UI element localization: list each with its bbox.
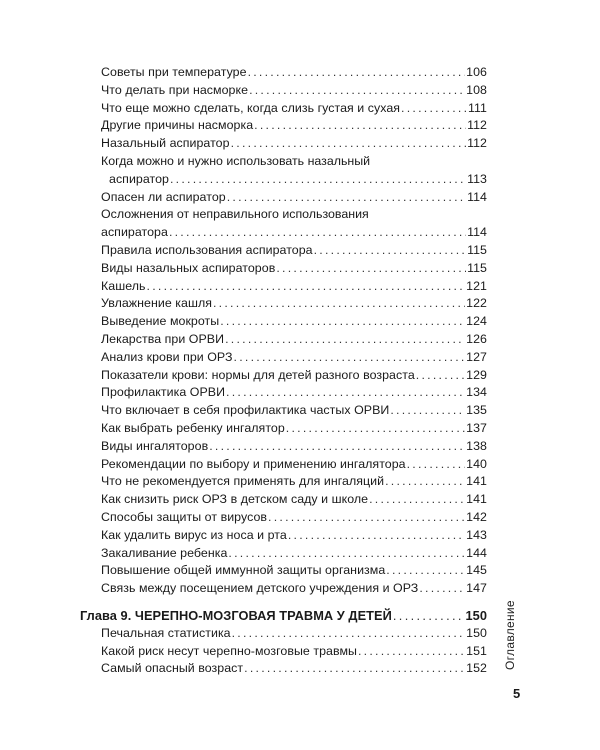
toc-entry[interactable] (101, 242, 487, 260)
dot-leader (314, 242, 466, 260)
toc-entry-title: Как удалить вирус из носа и рта (101, 527, 287, 542)
toc-entry-title-line1[interactable]: Осложнения от неправильного использования (101, 207, 369, 222)
dot-leader (254, 117, 466, 135)
toc-entry-page: 137 (466, 420, 487, 435)
dot-leader (276, 260, 466, 278)
toc-entry[interactable] (101, 527, 487, 545)
toc-entry-page: 127 (466, 349, 487, 364)
dot-leader (170, 171, 466, 189)
toc-entry-title: Виды назальных аспираторов (101, 260, 276, 275)
toc-entry-title: Лекарства при ОРВИ (101, 331, 225, 346)
toc-entry[interactable] (101, 509, 487, 527)
toc-entry-title: Показатели крови: нормы для детей разного возраста (101, 367, 415, 382)
dot-leader (231, 135, 467, 153)
toc-entry-page: 145 (466, 563, 487, 578)
toc-entry-title: Какой риск несут черепно-мозговые травмы (101, 643, 357, 658)
toc-entry-page: 140 (466, 456, 487, 471)
side-label-container (500, 580, 522, 670)
toc-entry-title: аспиратора (101, 225, 168, 240)
toc-entry[interactable] (101, 402, 487, 420)
dot-leader (147, 278, 466, 296)
dot-leader (288, 527, 465, 545)
toc-entry-page: 143 (466, 527, 487, 542)
toc-entry-title: Кашель (101, 278, 146, 293)
toc-entry-title: Связь между посещением детского учреждения и ОРЗ (101, 581, 419, 596)
toc-entry-title: Закаливание ребенка (101, 545, 228, 560)
toc-entry-title: Профилактика ОРВИ (101, 385, 226, 400)
toc-entry-title: Повышение общей иммунной защиты организма (101, 563, 386, 578)
toc-entry[interactable] (101, 660, 487, 678)
toc-entry[interactable] (101, 491, 487, 509)
toc-entry-title: Анализ крови при ОРЗ (101, 349, 233, 364)
toc-entry[interactable] (101, 384, 487, 402)
toc-entry[interactable] (101, 135, 487, 153)
toc-entry-page: 111 (468, 100, 487, 115)
toc-entry-page: 141 (466, 474, 487, 489)
toc-entry[interactable] (101, 349, 487, 367)
toc-entry-page: 114 (467, 189, 487, 204)
toc-entry-title: Рекомендации по выбору и применению ингалятора (101, 456, 406, 471)
toc-entry-title: аспиратор (109, 171, 169, 186)
dot-leader (209, 438, 465, 456)
dot-leader (226, 384, 465, 402)
toc-entry-page: 124 (466, 314, 487, 329)
toc-entry-title: Советы при температуре (101, 65, 247, 79)
dot-leader (234, 349, 466, 367)
toc-entry-page: 141 (466, 492, 487, 507)
toc-entry-page: 106 (466, 65, 487, 79)
dot-leader (169, 224, 466, 242)
toc-entry-title-line1[interactable]: Когда можно и нужно использовать назальный (101, 153, 371, 168)
dot-leader (213, 295, 465, 313)
toc-entry-title: Назальный аспиратор (101, 136, 230, 151)
dot-leader (416, 367, 465, 385)
toc-entry-title: Виды ингаляторов (101, 438, 209, 453)
toc-entry[interactable] (101, 367, 487, 385)
toc-entry-page: 108 (466, 82, 487, 97)
toc-entry-page: 151 (466, 643, 487, 658)
toc-entry[interactable] (101, 171, 487, 189)
toc-entry-page: 150 (466, 625, 487, 640)
toc-entry[interactable] (101, 580, 487, 598)
toc-entry-page: 112 (467, 118, 487, 133)
dot-leader (248, 64, 466, 82)
toc-entry-page: 134 (466, 385, 487, 400)
toc-entry-title: Как выбрать ребенку ингалятор (101, 420, 285, 435)
dot-leader (386, 562, 465, 580)
toc-entry-page: 142 (466, 509, 487, 524)
toc-entry-page: 115 (467, 242, 487, 257)
toc-entry-title: Что не рекомендуется применять для ингаляций (101, 474, 385, 489)
dot-leader (401, 100, 467, 118)
dot-leader (419, 580, 465, 598)
dot-leader (232, 625, 466, 643)
chapter-page: 150 (465, 607, 487, 623)
toc-entry-page: 138 (466, 438, 487, 453)
toc-entry-page: 121 (466, 278, 487, 293)
dot-leader (369, 491, 465, 509)
toc-entry-page: 112 (467, 136, 487, 151)
dot-leader (225, 331, 465, 349)
toc-entry-page: 122 (466, 296, 487, 311)
toc-entry[interactable] (101, 456, 487, 474)
dot-leader (228, 545, 465, 563)
toc-entry-page: 129 (466, 367, 487, 382)
toc-entry[interactable] (101, 473, 487, 491)
dot-leader (407, 456, 466, 474)
toc-entry-page: 152 (466, 661, 487, 676)
dot-leader (249, 82, 465, 100)
toc-entry[interactable] (101, 643, 487, 661)
toc-entry[interactable] (101, 295, 487, 313)
toc-entry-title: Правила использования аспиратора (101, 242, 313, 257)
toc-entry-page: 115 (467, 260, 487, 275)
toc-entry-title: Что еще можно сделать, когда слизь густая и сухая (101, 100, 401, 115)
toc-entry-title: Опасен ли аспиратор (101, 189, 226, 204)
toc-entry[interactable] (101, 100, 487, 118)
toc-entry[interactable] (101, 420, 487, 438)
dot-leader (286, 420, 465, 438)
toc-entry-title: Увлажнение кашля (101, 296, 212, 311)
toc-entry-title: Другие причины насморка (101, 118, 254, 133)
toc-entry-title: Самый опасный возраст (101, 661, 244, 676)
toc-entry-page: 113 (467, 171, 487, 186)
dot-leader (393, 607, 465, 625)
toc-entry-page: 144 (466, 545, 487, 560)
toc-entry-page: 135 (466, 403, 487, 418)
toc-entry-title: Что делать при насморке (101, 82, 249, 97)
dot-leader (220, 313, 465, 331)
toc-entry[interactable] (101, 625, 487, 643)
toc-entry[interactable] (101, 260, 487, 278)
toc-entry[interactable] (101, 438, 487, 456)
toc-entry[interactable] (101, 117, 487, 135)
toc-entry[interactable] (101, 331, 487, 349)
dot-leader (358, 643, 465, 661)
toc-entry[interactable] (101, 278, 487, 296)
toc-entry[interactable] (101, 313, 487, 331)
side-label: Оглавление (503, 600, 517, 670)
toc-entry-page: 126 (466, 331, 487, 346)
toc-entry[interactable] (101, 64, 487, 82)
dot-leader (390, 402, 465, 420)
toc-entry-title: Печальная статистика (101, 625, 231, 640)
toc-entry-title: Как снизить риск ОРЗ в детском саду и школе (101, 492, 369, 507)
table-of-contents (80, 64, 487, 678)
dot-leader (268, 509, 465, 527)
toc-entry-title: Выведение мокроты (101, 314, 220, 329)
dot-leader (227, 189, 466, 207)
toc-entry[interactable] (101, 562, 487, 580)
toc-entry[interactable] (101, 545, 487, 563)
toc-entry-title: Способы защиты от вирусов (101, 509, 268, 524)
toc-entry[interactable] (101, 82, 487, 100)
toc-entry-page: 114 (467, 225, 487, 240)
toc-entry-page: 147 (466, 581, 487, 596)
toc-entry[interactable] (101, 189, 487, 207)
toc-entry[interactable] (101, 224, 487, 242)
dot-leader (385, 473, 465, 491)
chapter-title: Глава 9. ЧЕРЕПНО-МОЗГОВАЯ ТРАВМА У ДЕТЕЙ (80, 607, 392, 623)
toc-entry-title: Что включает в себя профилактика частых ОРВИ (101, 403, 390, 418)
dot-leader (244, 660, 465, 678)
toc-chapter-heading[interactable] (80, 607, 487, 625)
page-number: 5 (513, 686, 521, 701)
